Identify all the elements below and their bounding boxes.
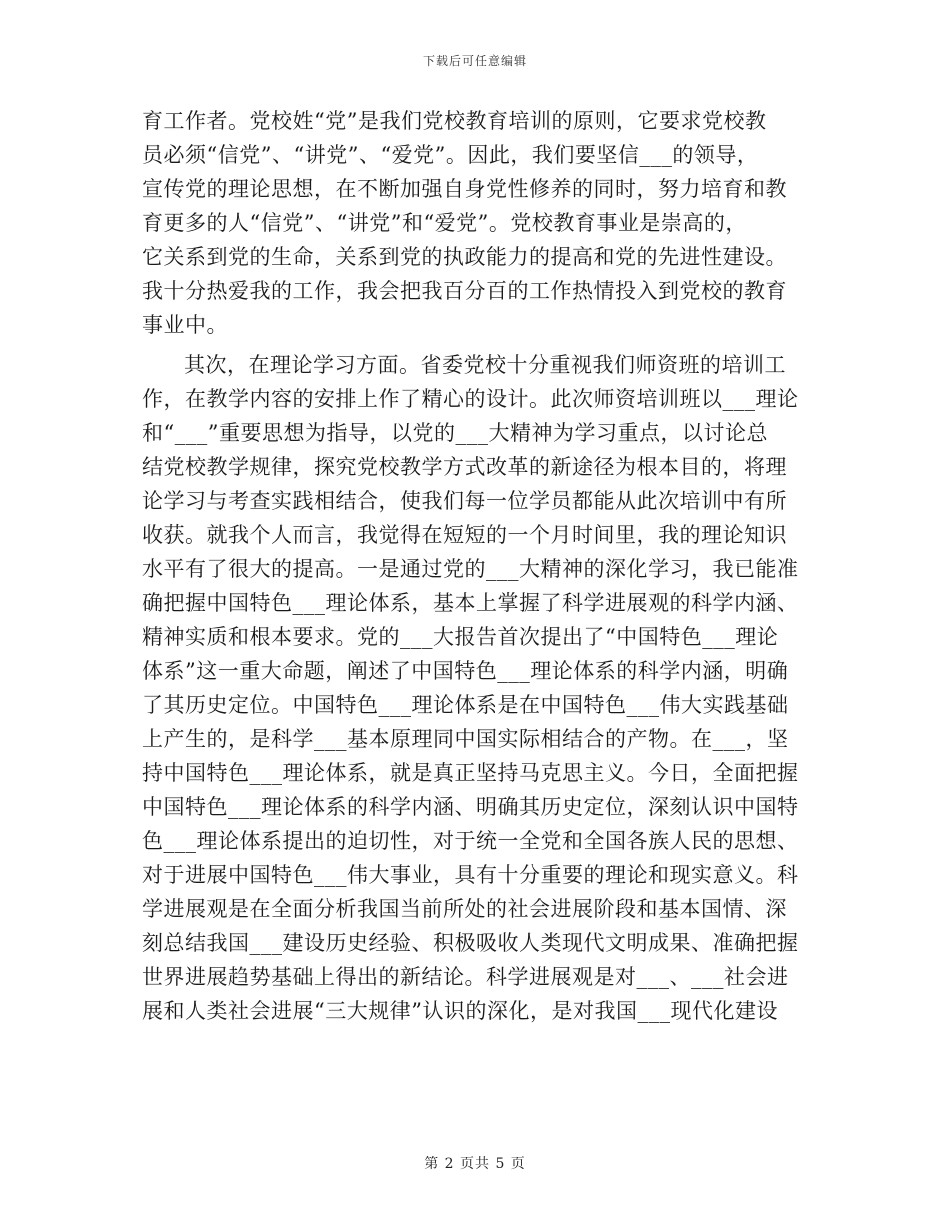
paragraph-2: [142, 348, 812, 1028]
text-line: 了其历史定位。中国特色___理论体系是在中国特色___伟大实践基础: [142, 693, 789, 717]
text-line: 育工作者。党校姓“党”是我们党校教育培训的原则，它要求党校教: [142, 109, 767, 133]
text-line: 体系”这一重大命题，阐述了中国特色___理论体系的科学内涵，明确: [142, 659, 789, 683]
page-number: 第 2 页共 5 页: [424, 1156, 526, 1172]
text-line: 作，在教学内容的安排上作了精心的设计。此次师资培训班以___理论: [142, 387, 799, 411]
text-line: 水平有了很大的提高。一是通过党的___大精神的深化学习，我已能准: [142, 557, 799, 581]
text-line: 其次，在理论学习方面。省委党校十分重视我们师资班的培训工: [184, 353, 786, 377]
text-line: 确把握中国特色___理论体系，基本上掌握了科学进展观的科学内涵、: [142, 591, 799, 615]
text-line: 结党校教学规律，探究党校教学方式改革的新途径为根本目的，将理: [142, 455, 787, 479]
text-line: 事业中。: [142, 313, 228, 337]
text-line: 育更多的人“信党”、“讲党”和“爱党”。党校教育事业是崇高的，: [142, 211, 747, 235]
header-note: 下载后可任意编辑: [422, 54, 527, 68]
text-line: 精神实质和根本要求。党的___大报告首次提出了“中国特色___理论: [142, 625, 779, 649]
text-line: 上产生的，是科学___基本原理同中国实际相结合的产物。在___，坚: [142, 727, 789, 751]
text-line: 学进展观是在全面分析我国当前所处的社会进展阶段和基本国情、深: [142, 897, 787, 921]
text-line: 展和人类社会进展“三大规律”认识的深化，是对我国___现代化建设: [142, 999, 778, 1023]
text-line: 世界进展趋势基础上得出的新结论。科学进展观是对___、___社会进: [142, 965, 789, 989]
text-line: 论学习与考查实践相结合，使我们每一位学员都能从此次培训中有所: [142, 489, 787, 513]
text-line: 我十分热爱我的工作，我会把我百分百的工作热情投入到党校的教育: [142, 279, 787, 303]
text-line: 色___理论体系提出的迫切性，对于统一全党和全国各族人民的思想、: [142, 829, 799, 853]
text-line: 员必须“信党”、“讲党”、“爱党”。因此，我们要坚信___的领导，: [142, 143, 759, 167]
paragraph-1: [142, 104, 812, 342]
text-line: 它关系到党的生命，关系到党的执政能力的提高和党的先进性建设。: [142, 245, 787, 269]
text-line: 刻总结我国___建设历史经验、积极吸收人类现代文明成果、准确把握: [142, 931, 799, 955]
text-line: 持中国特色___理论体系，就是真正坚持马克思主义。今日，全面把握: [142, 761, 799, 785]
text-line: 和“___”重要思想为指导，以党的___大精神为学习重点，以讨论总: [142, 421, 768, 445]
document-body: [142, 104, 812, 1028]
text-line: 宣传党的理论思想，在不断加强自身党性修养的同时，努力培育和教: [142, 177, 787, 201]
text-line: 中国特色___理论体系的科学内涵、明确其历史定位，深刻认识中国特: [142, 795, 799, 819]
text-line: 对于进展中国特色___伟大事业，具有十分重要的理论和现实意义。科: [142, 863, 799, 887]
text-line: 收获。就我个人而言，我觉得在短短的一个月时间里，我的理论知识: [142, 523, 787, 547]
